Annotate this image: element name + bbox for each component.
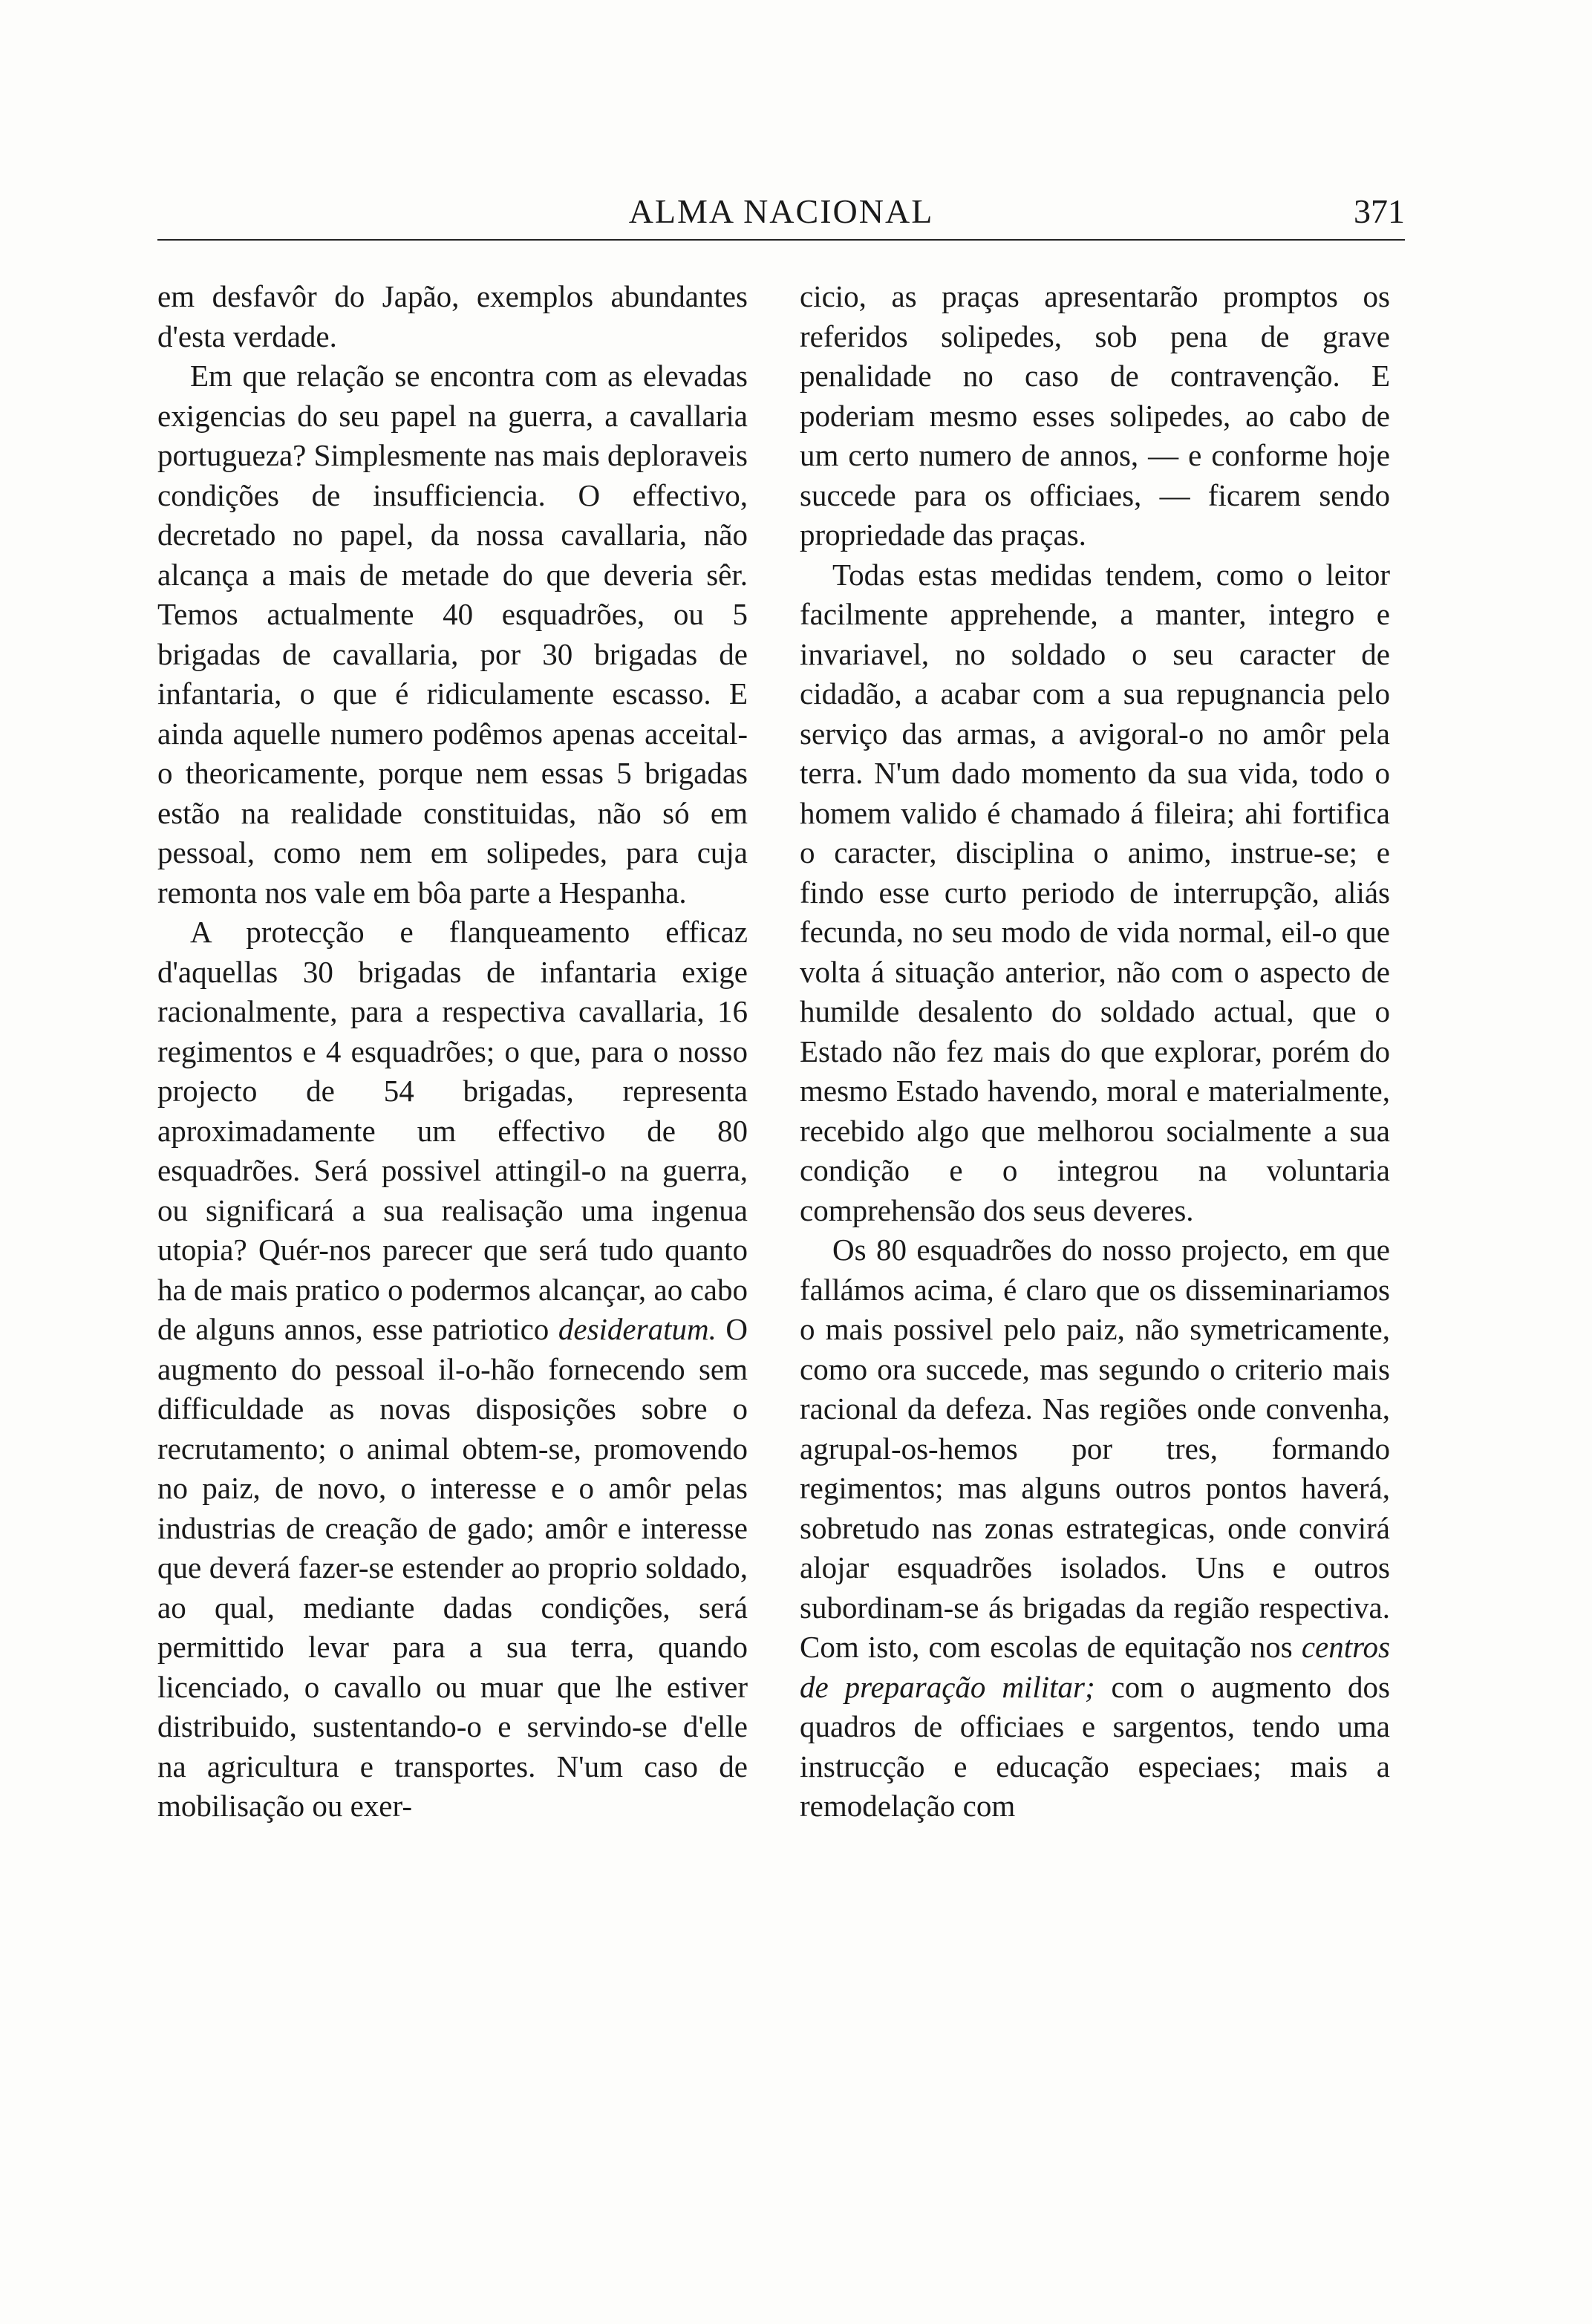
italic-phrase: centros de preparação militar; [800,1630,1390,1704]
paragraph: Em que relação se encontra com as elevadas exigencias do seu papel na guerra, a cavallaria portugueza? Simplesmente nas mais deploraveis condições de insufficiencia. O effectivo, decretado no papel, da nossa cavallaria, não alcança a mais de metade do que deveria sêr. Temos actualmente 40 esquadrões, ou 5 brigadas de cavallaria, por 30 brigadas de infantaria, o que é ridiculamente escasso. E ainda aquelle numero podêmos apenas acceital-o theoricamente, porque nem essas 5 brigadas estão na realidade constituidas, não só em pessoal, como nem em solipedes, para cuja remonta nos vale em bôa parte a Hespanha. [157,359,748,910]
page-header [157,192,1405,233]
paragraph: cicio, as praças apresentarão promptos os referidos solipedes, sob pena de grave penalidade no caso de contravenção. E poderiam mesmo esses solipedes, ao cabo de um certo numero de annos, — e conforme hoje succede para os officiaes, — ficarem sendo propriedade das praças. [800,279,1390,552]
left-column [157,277,748,1827]
page-number: 371 [1354,192,1405,230]
paragraph-text: O augmento do pessoal il-o-hão fornecendo sem difficuldade as novas disposições sobre o recrutamento; o animal obtem-se, promovendo no paiz, de novo, o interesse e o amôr pelas industrias de creação de gado; amôr e interesse que deverá fazer-se estender ao proprio soldado, ao qual, mediante dadas condições, será permittido levar para a sua terra, quando licenciado, o cavallo ou muar que lhe estiver distribuido, sustentando-o e servindo-se d'elle na agricultura e transportes. N'um caso de mobilisação ou exer- [157,1312,748,1823]
paragraph [157,913,748,1827]
italic-phrase: desideratum. [558,1312,717,1346]
header-rule [157,239,1405,241]
paragraph-text: Os 80 esquadrões do nosso projecto, em que fallámos acima, é claro que os disseminariamos o mais possivel pelo paiz, não symetricamente, como ora succede, mas segundo o criterio mais racional da defeza. Nas regiões onde convenha, agrupal-os-hemos por tres, formando regimentos; mas alguns outros pontos haverá, sobretudo nas zonas estrategicas, onde convirá alojar esquadrões isolados. Uns e outros subordinam-se ás brigadas da região respectiva. Com isto, com escolas de equitação nos [800,1233,1390,1664]
paragraph-text: A protecção e flanqueamento efficaz d'aquellas 30 brigadas de infantaria exige racionalmente, para a respectiva cavallaria, 16 regimentos e 4 esquadrões; o que, para o nosso projecto de 54 brigadas, representa aproximadamente um effectivo de 80 esquadrões. Será possivel attingil-o na guerra, ou significará a sua realisação uma ingenua utopia? Quér-nos parecer que será tudo quanto ha de mais pratico o podermos alcançar, ao cabo de alguns annos, esse patriotico [157,915,748,1346]
paragraph: em desfavôr do Japão, exemplos abundantes d'esta verdade. [157,279,748,353]
running-title: ALMA NACIONAL [628,192,934,230]
paragraph [800,1230,1390,1827]
paragraph: Todas estas medidas tendem, como o leitor facilmente apprehende, a manter, integro e invariavel, no soldado o seu caracter de cidadão, a acabar com a sua repugnancia pelo serviço das armas, a avigoral-o no amôr pela terra. N'um dado momento da sua vida, todo o homem valido é chamado á fileira; ahi fortifica o caracter, disciplina o animo, instrue-se; e findo esse curto periodo de interrupção, aliás fecunda, no seu modo de vida normal, eil-o que volta á situação anterior, não com o aspecto de humilde desalento do soldado actual, que o Estado não fez mais do que explorar, porém do mesmo Estado havendo, moral e materialmente, recebido algo que melhorou socialmente a sua condição e o integrou na voluntaria comprehensão dos seus deveres. [800,557,1390,1227]
paragraph-text: com o augmento dos quadros de officiaes e sargentos, tendo uma instrucção e educação especiaes; mais a remodelação com [800,1669,1391,1823]
right-column [800,277,1390,1827]
